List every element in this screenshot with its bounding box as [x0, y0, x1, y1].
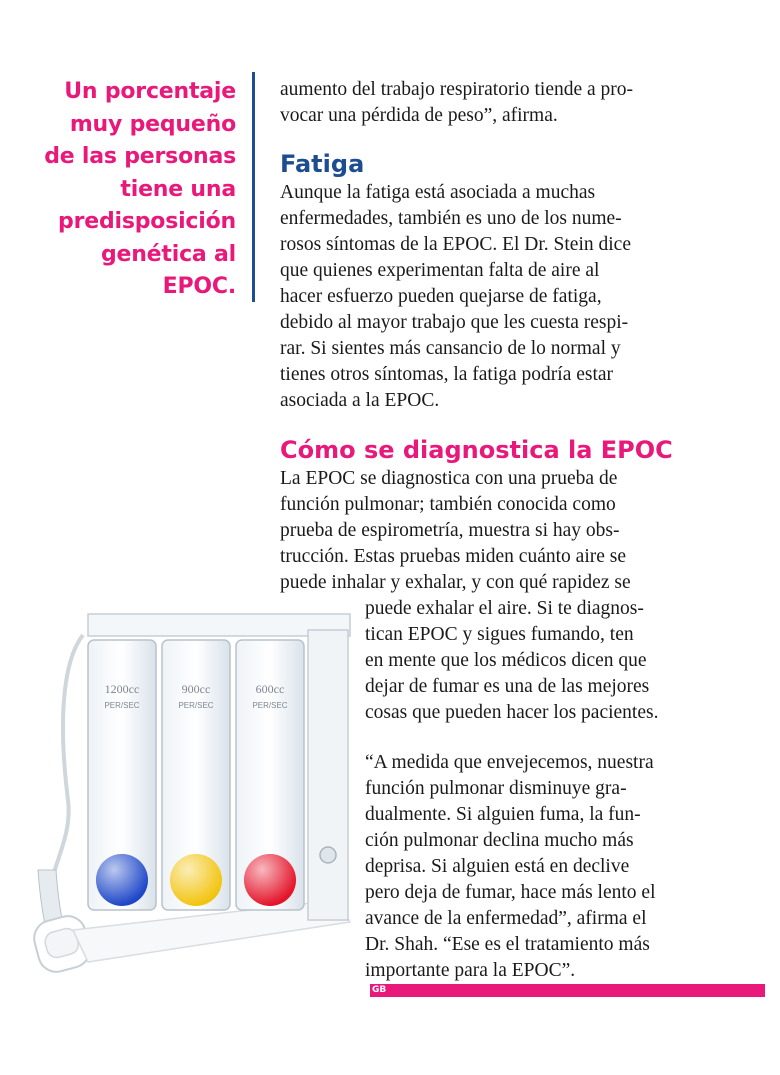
pull-quote-line: tiene una [120, 176, 236, 202]
chamber-2 [162, 640, 230, 910]
text-line: dualmente. Si alguien fuma, la fun- [365, 804, 641, 825]
text-line: vocar una pérdida de peso”, afirma. [280, 105, 558, 126]
text-line: dejar de fumar es una de las mejores [365, 676, 650, 697]
chamber-3-volume-label: 600cc [255, 682, 285, 696]
text-line: enfermedades, también es uno de los nume- [280, 208, 622, 229]
text-line: puede inhalar y exhalar, y con qué rapidez se [280, 572, 631, 593]
end-mark-badge: GB [370, 984, 765, 997]
pull-quote-line: muy pequeño [69, 111, 236, 137]
text-line: en mente que los médicos dicen que [365, 650, 647, 671]
continued-paragraph [280, 77, 750, 129]
pull-quote-line: predisposición [58, 209, 236, 234]
text-line: ción pulmonar declina mucho más [365, 830, 634, 851]
text-line: tican EPOC y sigues fumando, ten [365, 624, 634, 645]
chamber-1-volume-label: 1200cc [104, 682, 140, 696]
pull-quote-line: Un porcentaje [64, 79, 236, 104]
text-line: tienes otros síntomas, la fatiga podría estar [280, 364, 614, 385]
pull-quote-divider [252, 72, 255, 302]
text-line: pero deja de fumar, hace más lento el [365, 882, 656, 903]
hose [30, 635, 94, 976]
text-line: Aunque la fatiga está asociada a muchas [280, 182, 596, 203]
text-line: “A medida que envejecemos, nuestra [365, 752, 654, 773]
diagnostico-paragraph [280, 466, 750, 596]
chamber-1 [88, 640, 156, 910]
device-valve [320, 847, 336, 863]
pull-quote-line: genética al [100, 241, 236, 267]
text-line: Dr. Shah. “Ese es el tratamiento más [365, 934, 650, 955]
text-line: que quienes experimentan falta de aire al [280, 260, 600, 281]
text-line: función pulmonar disminuye gra- [365, 778, 627, 799]
text-line: cosas que pueden hacer los pacientes. [365, 702, 659, 723]
pull-quote-line: de las personas [44, 144, 236, 169]
fatiga-paragraph [280, 180, 750, 414]
text-line: rar. Si sientes más cansancio de lo normal y [280, 338, 621, 359]
pull-quote [30, 76, 236, 304]
text-line: aumento del trabajo respiratorio tiende a pro- [280, 79, 634, 100]
text-line: asociada a la EPOC. [280, 390, 440, 411]
section-heading-fatiga: Fatiga [280, 150, 365, 178]
text-line: rosos síntomas de la EPOC. El Dr. Stein dice [280, 234, 631, 255]
text-line: hacer esfuerzo pueden quejarse de fatiga, [280, 286, 602, 307]
chamber-2-rate-label: PER/SEC [178, 701, 214, 710]
chamber-2-volume-label: 900cc [181, 682, 211, 696]
chamber-1-rate-label: PER/SEC [104, 701, 140, 710]
text-line [365, 958, 765, 997]
section-heading-diagnostico: Cómo se diagnostica la EPOC [280, 436, 673, 464]
text-line-end: importante para la EPOC”. [365, 960, 576, 981]
text-line: prueba de espirometría, muestra si hay obs- [280, 520, 620, 541]
chamber-3-rate-label: PER/SEC [252, 701, 288, 710]
text-line: trucción. Estas pruebas miden cuánto aire se [280, 546, 627, 567]
text-line: debido al mayor trabajo que les cuesta respi- [280, 312, 629, 333]
quote-paragraph [365, 750, 765, 997]
pull-quote-line: EPOC. [162, 274, 236, 299]
text-line: La EPOC se diagnostica con una prueba de [280, 468, 618, 489]
diagnostico-paragraph-wrap [365, 596, 765, 726]
text-line: función pulmonar; también conocida como [280, 494, 616, 515]
device-back-panel [308, 630, 348, 920]
text-line: avance de la enfermedad”, afirma el [365, 908, 647, 929]
chamber-3 [236, 640, 304, 910]
text-line: puede exhalar el aire. Si te diagnos- [365, 598, 644, 619]
text-line: deprisa. Si alguien está en declive [365, 856, 630, 877]
spirometer-image [28, 600, 358, 990]
